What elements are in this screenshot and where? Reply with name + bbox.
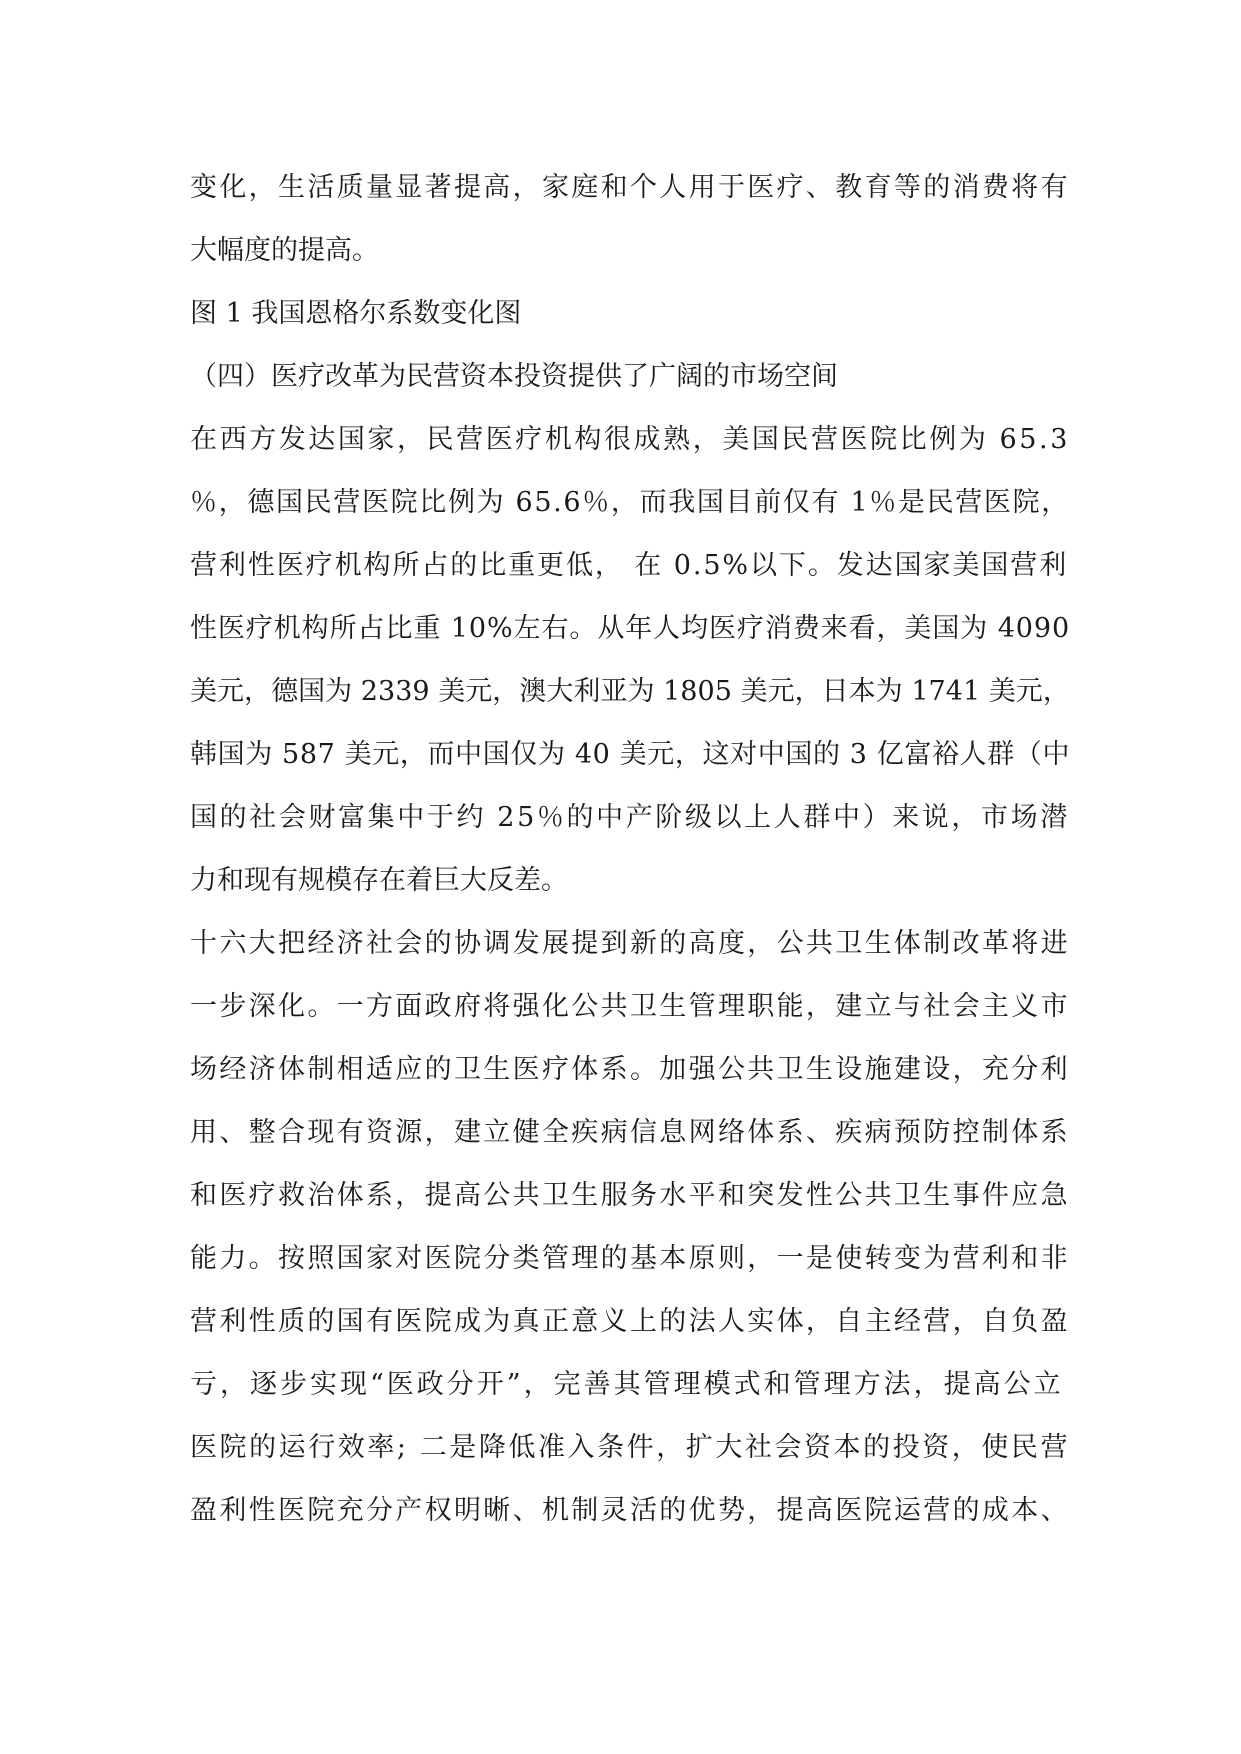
text-line: 医院的运行效率; 二是降低准入条件，扩大社会资本的投资，使民营 xyxy=(190,1432,1071,1463)
text-line: 能力。按照国家对医院分类管理的基本原则，一是使转变为营利和非 xyxy=(190,1243,1070,1274)
text-line: 亏，逐步实现“医政分开”，完善其管理模式和管理方法，提高公立 xyxy=(190,1369,1064,1400)
text-line: 美元，德国为 2339 美元，澳大利亚为 1805 美元，日本为 1741 美元， xyxy=(190,676,1070,707)
text-line: 大幅度的提高。 xyxy=(190,235,379,266)
figure-caption: 图 1 我国恩格尔系数变化图 xyxy=(190,298,522,329)
text-line: 用、整合现有资源，建立健全疾病信息网络体系、疾病预防控制体系 xyxy=(190,1117,1070,1148)
text-line: 一步深化。一方面政府将强化公共卫生管理职能，建立与社会主义市 xyxy=(190,991,1070,1022)
text-line: 营利性质的国有医院成为真正意义上的法人实体，自主经营，自负盈 xyxy=(190,1306,1070,1337)
text-line: 国的社会财富集中于约 25％的中产阶级以上人群中）来说，市场潜 xyxy=(190,802,1070,833)
text-line: 盈利性医院充分产权明晰、机制灵活的优势，提高医院运营的成本、 xyxy=(190,1495,1070,1526)
text-line: 变化，生活质量显著提高，家庭和个人用于医疗、教育等的消费将有 xyxy=(190,172,1070,203)
text-line: 力和现有规模存在着巨大反差。 xyxy=(190,865,568,896)
text-line: 和医疗救治体系，提高公共卫生服务水平和突发性公共卫生事件应急 xyxy=(190,1180,1070,1211)
text-line: 十六大把经济社会的协调发展提到新的高度，公共卫生体制改革将进 xyxy=(190,928,1070,959)
text-line: 韩国为 587 美元，而中国仅为 40 美元，这对中国的 3 亿富裕人群（中 xyxy=(190,739,1071,770)
text-line: 在西方发达国家，民营医疗机构很成熟，美国民营医院比例为 65.3 xyxy=(190,424,1070,455)
text-line: 营利性医疗机构所占的比重更低， 在 0.5%以下。发达国家美国营利 xyxy=(190,550,1069,581)
text-line: ％，德国民营医院比例为 65.6％，而我国目前仅有 1％是民营医院， xyxy=(190,487,1070,518)
text-line: 性医疗机构所占比重 10%左右。从年人均医疗消费来看，美国为 4090 xyxy=(190,613,1071,644)
text-line: 场经济体制相适应的卫生医疗体系。加强公共卫生设施建设，充分利 xyxy=(190,1054,1070,1085)
section-heading: （四）医疗改革为民营资本投资提供了广阔的市场空间 xyxy=(190,361,838,392)
